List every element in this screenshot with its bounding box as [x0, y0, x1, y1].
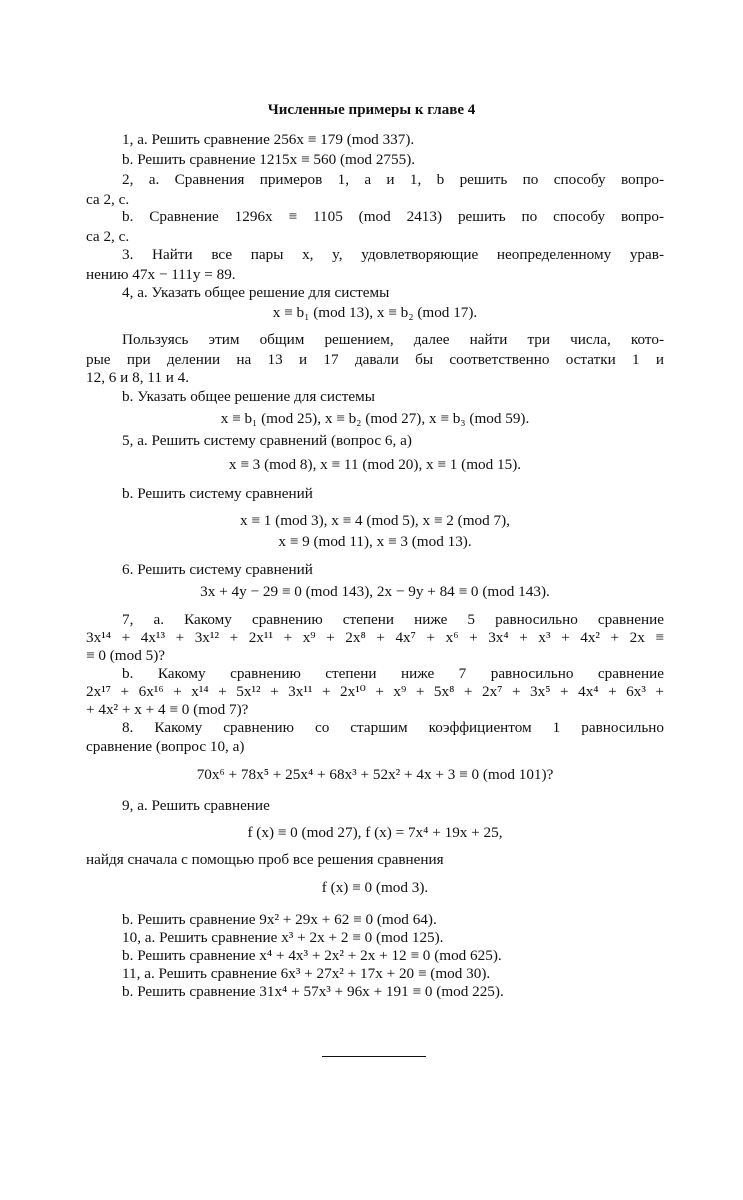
text-line: са 2, с. — [86, 191, 130, 208]
text-line: Пользуясь этим общим решением, далее найти три числа, кото- — [122, 331, 664, 348]
text-line: b. Решить сравнение 1215x ≡ 560 (mod 2755). — [122, 151, 416, 168]
section-divider — [322, 1056, 426, 1057]
formula-line: x ≡ b₁ (mod 13), x ≡ b₂ (mod 17). — [272, 304, 478, 321]
text-line: b. Решить сравнение 9x² + 29x + 62 ≡ 0 (mod 64). — [122, 911, 437, 928]
text-line: 9, а. Решить сравнение — [122, 797, 270, 814]
formula-line: + 4x² + x + 4 ≡ 0 (mod 7)? — [86, 701, 249, 718]
page-title: Численные примеры к главе 4 — [267, 102, 476, 118]
text-line: b. Решить сравнение x⁴ + 4x³ + 2x² + 2x + 12 ≡ 0 (mod 625). — [122, 947, 502, 964]
text-line: 8. Какому сравнению со старшим коэффициентом 1 равносильно — [122, 719, 664, 736]
text-line: рые при делении на 13 и 17 давали бы соответственно остатки 1 и — [86, 351, 664, 368]
text-line: 4, а. Указать общее решение для системы — [122, 284, 390, 301]
formula-line: 70x⁶ + 78x⁵ + 25x⁴ + 68x³ + 52x² + 4x + 3 ≡ 0 (mod 101)? — [196, 766, 554, 783]
text-line: b. Указать общее решение для системы — [122, 388, 375, 405]
formula-line: ≡ 0 (mod 5)? — [86, 647, 166, 664]
formula-line: 2x¹⁷ + 6x¹⁶ + x¹⁴ + 5x¹² + 3x¹¹ + 2x¹⁰ + x⁹ + 5x⁸ + 2x⁷ + 3x⁵ + 4x⁴ + 6x³ + — [86, 683, 664, 700]
text-line: b. Какому сравнению степени ниже 7 равносильно сравнение — [122, 665, 664, 682]
text-line: 2, а. Сравнения примеров 1, а и 1, b решить по способу вопро- — [122, 171, 664, 188]
formula-line: x ≡ b₁ (mod 25), x ≡ b₂ (mod 27), x ≡ b₃ (mod 59). — [220, 410, 530, 427]
text-line: 10, а. Решить сравнение x³ + 2x + 2 ≡ 0 (mod 125). — [122, 929, 444, 946]
text-line: b. Решить сравнение 31x⁴ + 57x³ + 96x + 191 ≡ 0 (mod 225). — [122, 983, 504, 1000]
formula-line: 3x + 4y − 29 ≡ 0 (mod 143), 2x − 9y + 84 ≡ 0 (mod 143). — [200, 583, 550, 600]
text-line: нению 47x − 111y = 89. — [86, 266, 236, 283]
text-line: сравнение (вопрос 10, а) — [86, 738, 245, 755]
text-line: 6. Решить систему сравнений — [122, 561, 313, 578]
text-line: b. Сравнение 1296x ≡ 1105 (mod 2413) решить по способу вопро- — [122, 208, 664, 225]
text-line: 3. Найти все пары x, y, удовлетворяющие неопределенному урав- — [122, 246, 664, 263]
text-line: 11, а. Решить сравнение 6x³ + 27x² + 17x + 20 ≡ (mod 30). — [122, 965, 491, 982]
text-line: 12, 6 и 8, 11 и 4. — [86, 369, 190, 386]
formula-line: f (x) ≡ 0 (mod 27), f (x) = 7x⁴ + 19x + 25, — [247, 824, 503, 841]
text-line: са 2, с. — [86, 228, 130, 245]
formula-line: 3x¹⁴ + 4x¹³ + 3x¹² + 2x¹¹ + x⁹ + 2x⁸ + 4x⁷ + x⁶ + 3x⁴ + x³ + 4x² + 2x ≡ — [86, 629, 664, 646]
text-line: b. Решить систему сравнений — [122, 485, 313, 502]
formula-line: x ≡ 9 (mod 11), x ≡ 3 (mod 13). — [278, 533, 472, 550]
formula-line: f (x) ≡ 0 (mod 3). — [321, 879, 429, 896]
formula-line: x ≡ 1 (mod 3), x ≡ 4 (mod 5), x ≡ 2 (mod 7), — [240, 512, 510, 529]
text-line: найдя сначала с помощью проб все решения сравнения — [86, 851, 444, 868]
text-line: 5, а. Решить систему сравнений (вопрос 6, а) — [122, 432, 412, 449]
formula-line: x ≡ 3 (mod 8), x ≡ 11 (mod 20), x ≡ 1 (mod 15). — [228, 456, 522, 473]
text-line: 7, а. Какому сравнению степени ниже 5 равносильно сравнение — [122, 611, 664, 628]
text-line: 1, а. Решить сравнение 256x ≡ 179 (mod 337). — [122, 131, 415, 148]
